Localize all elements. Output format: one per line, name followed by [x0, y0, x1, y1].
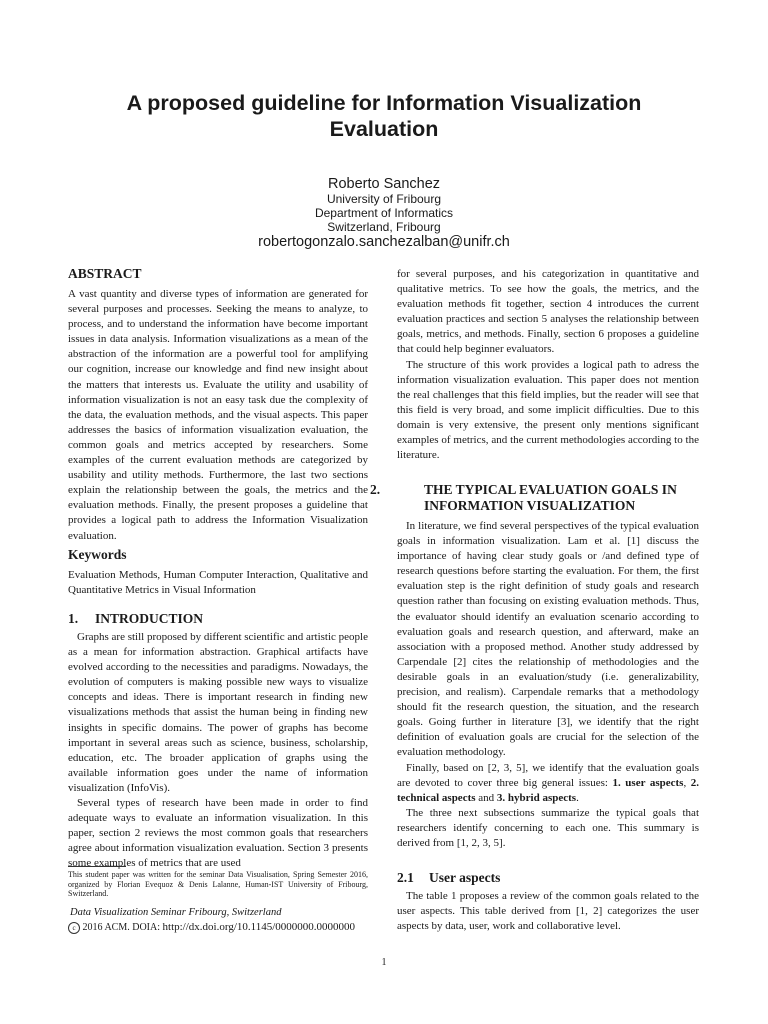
footnote-text: This student paper was written for the seminar Data Visualisation, Spring Semester 2016, organized by Florian Evequoz & Denis Lalanne, Human-IST University of Fribourg, Switzerland.	[68, 870, 368, 898]
intro-heading	[68, 611, 203, 627]
intro-body-continued	[397, 267, 699, 463]
section-2-body	[397, 519, 699, 851]
abstract-heading: ABSTRACT	[68, 266, 142, 281]
intro-title: INTRODUCTION	[95, 611, 204, 626]
intro-paragraph-3: The structure of this work provides a logical path to adress the information visualization evaluation. This paper does not mention the real challenges that this field implies, but the reader will see that this field is very broad, and some implicit difficulties. Due to this domain is very extensive, the present only mentions significant examples of metrics, and the current methodologies according to the literature.	[397, 358, 699, 462]
section-2-1-body	[397, 889, 699, 934]
intro-paragraph-2-continued: for several purposes, and his categorization in quantitative and qualitative metrics. To see how the goals, the metrics, and the evaluation methods fit together, section 4 introduces the current evaluation practices and section 5 analyses the relationship between goals, metrics, and methods. Finally, section 6 proposes a guideline that could help beginner evaluators.	[397, 268, 699, 356]
section-2-1-heading	[397, 870, 500, 886]
goal-hybrid-aspects: 3. hybrid aspects	[496, 791, 577, 804]
author-affiliation-3: Switzerland, Fribourg	[327, 220, 441, 234]
section-2-paragraph-3: The three next subsections summarize the typical goals that researchers identify concerning to each one. This summary is derived from [1, 2, 3, 5].	[397, 806, 699, 849]
author-name: Roberto Sanchez	[327, 176, 441, 192]
doi-link[interactable]: http://dx.doi.org/10.1145/0000000.0000000	[162, 921, 356, 933]
title-line-1: A proposed guideline for Information Visualization	[126, 91, 642, 115]
intro-paragraph-2: Several types of research have been made in order to find adequate ways to evaluate an information visualization. In this paper, section 2 reviews the most common goals that researchers agree about information visualization evaluation. Section 3 presents some examples of metrics that are used	[68, 797, 368, 870]
doi-line	[68, 921, 355, 934]
keywords-heading: Keywords	[68, 547, 127, 562]
section-2-p2-text: Finally, based on [2, 3, 5], we identify that the evaluation goals are devoted to cover three big general issues:	[397, 761, 699, 789]
abstract-body	[68, 287, 368, 544]
section-2-paragraph-1: In literature, we find several perspectives of the typical evaluation goals in information visualization. Lam et al. [1] discuss the importance of having clear study goals or /and defined type of research questions before starting the evaluation. For them, the first evaluation step is the right definition of study goals and research question rather than focusing on existing evaluation methods. Thus, the evaluator should identify an evaluation scenario according to evaluation goals and research question, and afterward, make an association with a proposed method. Another study addressed by Carpendale [2] cites the relationship of methodologies and the desirable goals in an evaluation/study (i.e. generalizability, precision, and realism). Carpendale remarks that a methodology should fit the research question, the situation, and the research goals. Going further in literature [3], we identify that the right definition of evaluation goals are crucial for the selection of the evaluation methodology.	[397, 520, 699, 759]
author-affiliation-1: University of Fribourg	[326, 192, 442, 206]
author-email[interactable]: robertogonzalo.sanchezalban@unifr.ch	[258, 234, 510, 250]
title-line-2: Evaluation	[329, 117, 439, 141]
copyright-text: 2016 ACM. DOIA:	[82, 922, 163, 933]
author-block	[100, 176, 668, 250]
goal-user-aspects: 1. user aspects	[612, 776, 684, 789]
keywords-body	[68, 568, 368, 598]
goal-technical-aspects: 2. technical aspects	[397, 776, 699, 804]
section-2-number: 2.	[370, 482, 381, 497]
keywords-text: Evaluation Methods, Human Computer Interaction, Qualitative and Quantitative Metrics in Visual Information	[68, 569, 368, 597]
section-2-paragraph-2	[397, 761, 699, 806]
author-affiliation-2: Department of Informatics	[314, 206, 454, 220]
copyright-icon: c	[68, 922, 80, 934]
section-2-1-title: User aspects	[429, 870, 501, 885]
venue-line: Data Visualization Seminar Fribourg, Switzerland	[70, 907, 282, 918]
separator: .	[576, 791, 579, 804]
footnote-rule	[68, 866, 126, 867]
paper-title	[60, 90, 708, 142]
intro-body	[68, 630, 368, 872]
intro-number: 1.	[68, 611, 79, 626]
abstract-text: A vast quantity and diverse types of information are generated for several purposes and processes. Seeking the means to analyze, to process, and to understand the information have become important issues in data analysis. Information visualizations as a mean of the abstraction of the information are a powerful tool for amplifying our cognition, increase our knowledge and find new insight about the matters that interests us. Evaluate the utility and usability of information visualization is not an easy task due the complexity of the data, the evaluation methods, and the visual aspects. This paper addresses the basics of information visualization evaluation, the common goals and metrics accepted by researchers. Some examples of the current evaluation methods are categorized by usability and utility methods. Furthermore, the last two sections explain the relationship between the goals, the metrics and the evaluation methods. Finally, the present proposes a guideline that provides a logical path to address the Information Visualization evaluation.	[68, 288, 368, 542]
page-number: 1	[381, 957, 387, 968]
section-2-title: THE TYPICAL EVALUATION GOALS IN INFORMATION VISUALIZATION	[424, 482, 677, 513]
section-2-heading	[370, 482, 726, 514]
section-2-1-paragraph-1: The table 1 proposes a review of the common goals related to the user aspects. This table derived from [1, 2] categorizes the user aspects by data, user, work and collaborative level.	[397, 890, 699, 933]
intro-paragraph-1: Graphs are still proposed by different scientific and artistic people as a mean for information abstraction. Graphical artifacts have evolved according to the necessities and paradigms. Nowadays, the evolution of computers is making possible new ways to visualize concepts and ideas. There is important research in finding new visualizations methods that assist the human being in finding new insights in specific domains. The power of graphs has become important in several areas such as science, business, scholarship, education, etc. The broader application of graphs using the available information goes under the name of information visualization (InfoVis).	[68, 631, 368, 794]
separator: and	[475, 791, 497, 804]
section-2-1-number: 2.1	[397, 870, 414, 885]
separator: ,	[683, 776, 691, 789]
